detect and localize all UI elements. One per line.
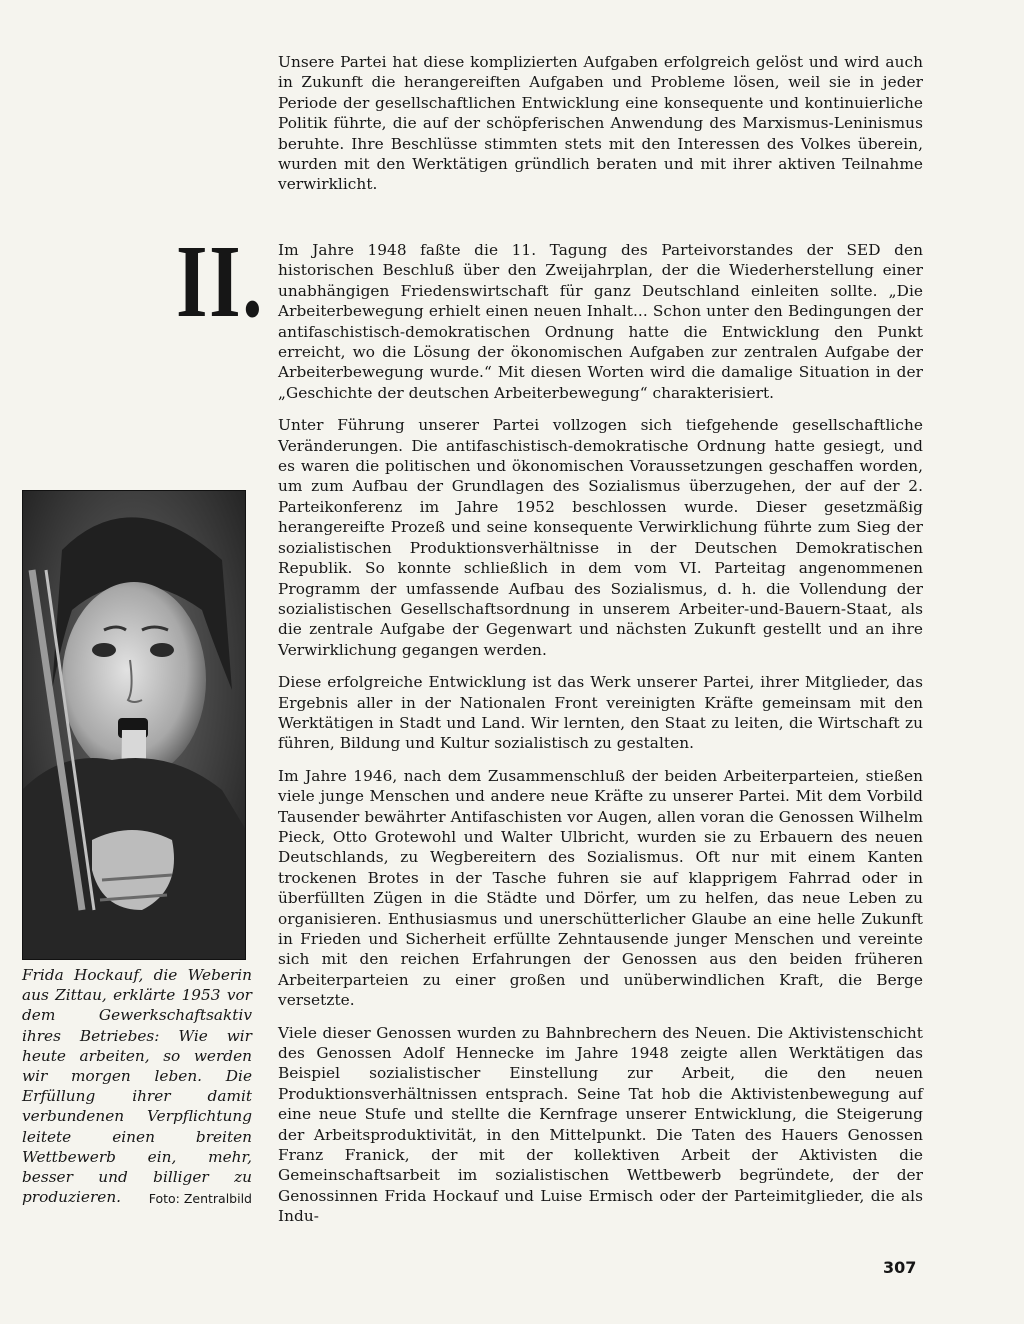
portrait-illustration	[22, 490, 246, 960]
paragraph: Unter Führung unserer Partei vollzogen sich tiefgehende gesellschaftliche Veränderungen. Die antifaschistisch-demokratische Ordnung hatte gesiegt, und es waren die politischen und ökonomischen Voraussetzungen geschaffen worden, um zum Aufbau der Grundlagen des Sozialismus überzugehen, der auf der 2. Parteikonferenz im Jahre 1952 beschlossen wurde. Dieser gesetzmäßig herangereifte Prozeß und seine konsequente Verwirklichung führte zum Sieg der sozialistischen Produktionsverhältnisse in der Deutschen Demokratischen Republik. So konnte schließlich in dem vom VI. Parteitag angenommenen Programm der umfassende Aufbau des Sozialismus, d. h. die Vollendung der sozialistischen Gesellschaftsordnung in unserem Arbeiter-und-Bauern-Staat, als die zentrale Aufgabe der Gegenwart und nächsten Zukunft gestellt und an ihre Verwirklichung gegangen werden.	[278, 416, 923, 659]
paragraph: Viele dieser Genossen wurden zu Bahnbrechern des Neuen. Die Aktivistenschicht des Genossen Adolf Hennecke im Jahre 1948 zeigte allen Werktätigen das Beispiel sozialistischer Einstellung zur Arbeit, die den neuen Produktionsverhältnissen entsprach. Seine Tat hob die Aktivistenbewegung auf eine neue Stufe und stellte die Kernfrage unserer Entwicklung, die Steigerung der Arbeitsproduktivität, in den Mittelpunkt. Die Taten des Hauers Genossen Franz Franick, der mit der kollektiven Arbeit der Aktivisten die Gemeinschaftsarbeit im sozialistischen Wettbewerb begründete, der der Genossinnen Frida Hockauf und Luise Ermisch oder der Parteimitglieder, die als Indu-	[278, 1023, 923, 1226]
paragraph: Im Jahre 1948 faßte die 11. Tagung des Parteivorstandes der SED den historischen Beschluß über den Zweijahrplan, der die Wiederherstellung einer unabhängigen Friedenswirtschaft für ganz Deutschland einleiten sollte. „Die Arbeiterbewegung erhielt einen neuen Inhalt... Schon unter den Bedingungen der antifaschistisch-demokratischen Ordnung hatte die Entwicklung den Punkt erreicht, wo die Lösung der ökonomischen Aufgaben zur zentralen Aufgabe der Arbeiterbewegung wurde.“ Mit diesen Worten wird die damalige Situation in der „Geschichte der deutschen Arbeiterbewegung“ charakterisiert.	[278, 241, 923, 402]
paragraph: Diese erfolgreiche Entwicklung ist das Werk unserer Partei, ihrer Mitglieder, das Ergebnis aller in der Nationalen Front vereinigten Kräfte gemeinsam mit den Werktätigen in Stadt und Land. Wir lernten, den Staat zu leiten, die Wirtschaft zu führen, Bildung und Kultur sozialistisch zu gestalten.	[278, 673, 923, 753]
section-body	[278, 240, 923, 1239]
paragraph: Im Jahre 1946, nach dem Zusammenschluß der beiden Arbeiterparteien, stießen viele junge Menschen und andere neue Kräfte zu unserer Partei. Mit dem Vorbild Tausender bewährter Antifaschisten vor Augen, allen voran die Genossen Wilhelm Pieck, Otto Grotewohl und Walter Ulbricht, wurden sie zu Erbauern des neuen Deutschlands, zu Wegbereitern des Sozialismus. Oft nur mit einem Kanten trockenen Brotes in der Tasche fuhren sie auf klapprigem Fahrrad oder in überfüllten Zügen in die Städte und Dörfer, um zu helfen, das neue Leben zu organisieren. Enthusiasmus und unerschütterlicher Glaube an eine helle Zukunft in Frieden und Sicherheit erfüllte Zehntausende junger Menschen und vereinte sich mit den reichen Erfahrungen der Genossen aus den beiden früheren Arbeiterparteien zu einer großen und unüberwindlichen Kraft, die Berge versetzte.	[278, 766, 923, 1010]
intro-text	[278, 52, 923, 207]
section-numeral: II.	[176, 224, 265, 339]
intro-paragraph: Unsere Partei hat diese komplizierten Aufgaben erfolgreich gelöst und wird auch in Zukunft die herangereiften Aufgaben und Probleme lösen, weil sie in jeder Periode der gesellschaftlichen Entwicklung eine konsequente und kontinuierliche Politik führte, die auf der schöpferischen Anwendung des Marxismus-Leninismus beruhte. Ihre Beschlüsse stimmten stets mit den Interessen des Volkes überein, wurden mit den Werktätigen gründlich beraten und mit ihrer aktiven Teilnahme verwirklicht.	[278, 53, 923, 194]
page-number: 307	[883, 1258, 917, 1277]
photo-caption	[22, 965, 252, 1209]
caption-text: Frida Hockauf, die Weberin aus Zittau, erklärte 1953 vor dem Gewerkschaftsaktiv ihres Betriebes: Wie wir heute arbeiten, so werden wir morgen leben. Die Erfüllung ihrer damit verbundenen Verpflichtung leitete einen breiten Wettbewerb ein, mehr, besser und billiger zu produzieren.	[22, 966, 252, 1207]
portrait-photo	[22, 490, 246, 960]
photo-credit: Foto: Zentralbild	[148, 1191, 252, 1207]
